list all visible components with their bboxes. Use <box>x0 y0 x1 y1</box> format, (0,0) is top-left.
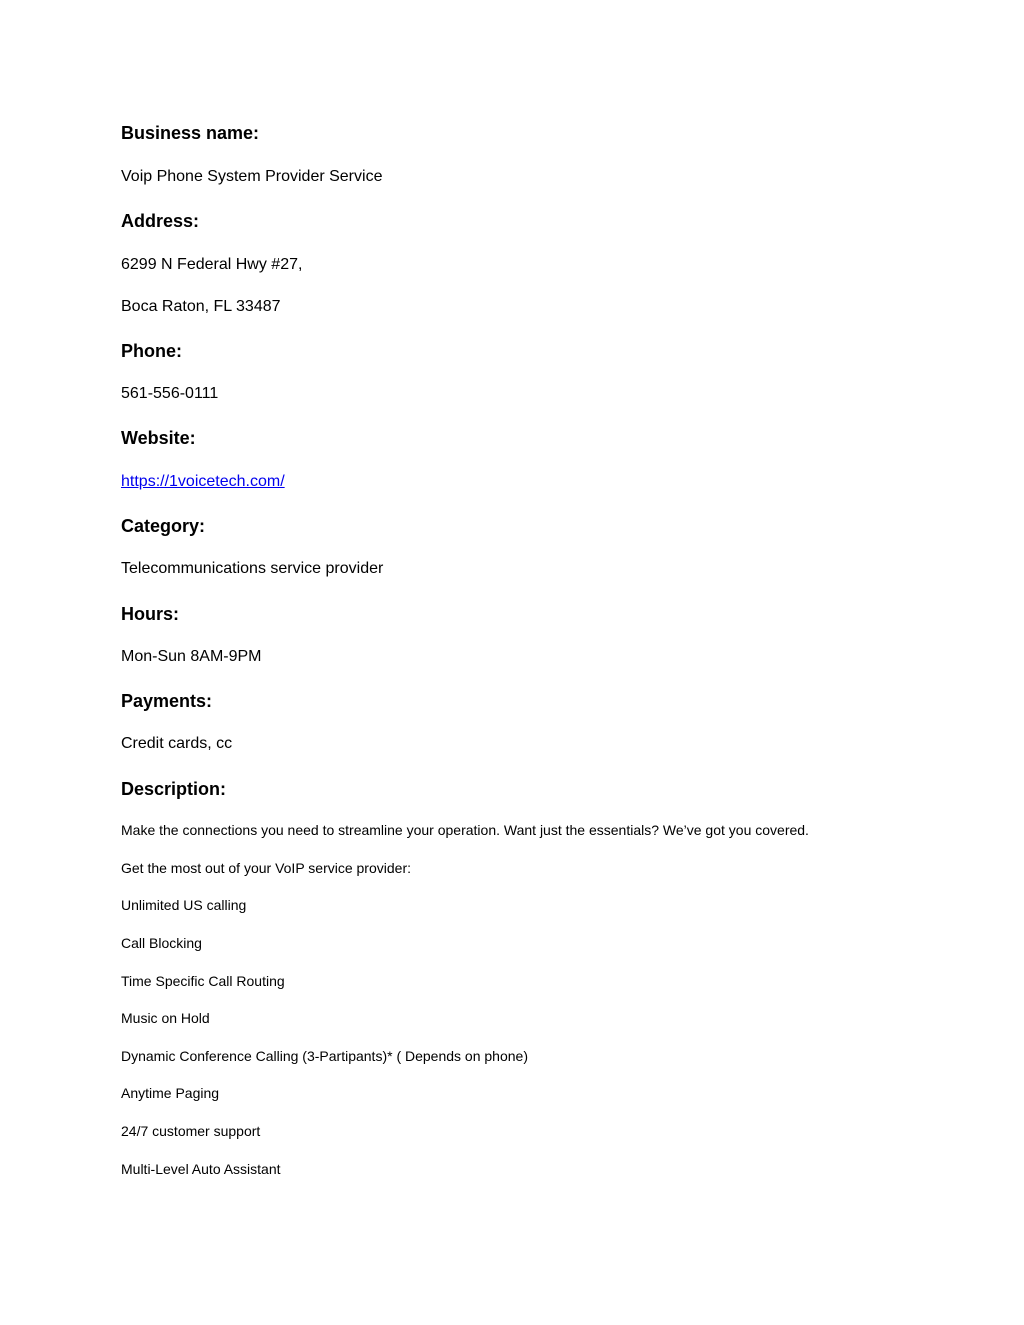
business-name-value: Voip Phone System Provider Service <box>121 168 383 185</box>
description-intro: Make the connections you need to streamline your operation. Want just the essentials? We’ve got you covered. <box>121 822 809 838</box>
hours-label: Hours: <box>121 604 179 624</box>
hours-value: Mon-Sun 8AM-9PM <box>121 648 262 665</box>
feature-item: Anytime Paging <box>121 1085 220 1101</box>
description-label: Description: <box>121 779 227 799</box>
feature-item: Multi-Level Auto Assistant <box>121 1161 281 1177</box>
feature-item: Unlimited US calling <box>121 897 247 913</box>
website-label: Website: <box>121 428 196 448</box>
business-name-label: Business name: <box>121 123 260 143</box>
feature-item: Call Blocking <box>121 935 202 951</box>
feature-item: Time Specific Call Routing <box>121 973 285 989</box>
website-link[interactable]: https://1voicetech.com/ <box>121 473 285 490</box>
feature-item: Dynamic Conference Calling (3-Partipants)* ( Depends on phone) <box>121 1048 528 1064</box>
description-lead: Get the most out of your VoIP service provider: <box>121 860 411 876</box>
feature-item: 24/7 customer support <box>121 1123 261 1139</box>
payments-label: Payments: <box>121 691 213 711</box>
category-label: Category: <box>121 516 206 536</box>
feature-item: Music on Hold <box>121 1010 210 1026</box>
address-line-1: 6299 N Federal Hwy #27, <box>121 256 303 273</box>
phone-label: Phone: <box>121 341 182 361</box>
address-label: Address: <box>121 211 200 231</box>
address-line-2: Boca Raton, FL 33487 <box>121 298 281 315</box>
phone-value: 561-556-0111 <box>121 385 219 402</box>
category-value: Telecommunications service provider <box>121 560 384 577</box>
payments-value: Credit cards, cc <box>121 735 233 752</box>
